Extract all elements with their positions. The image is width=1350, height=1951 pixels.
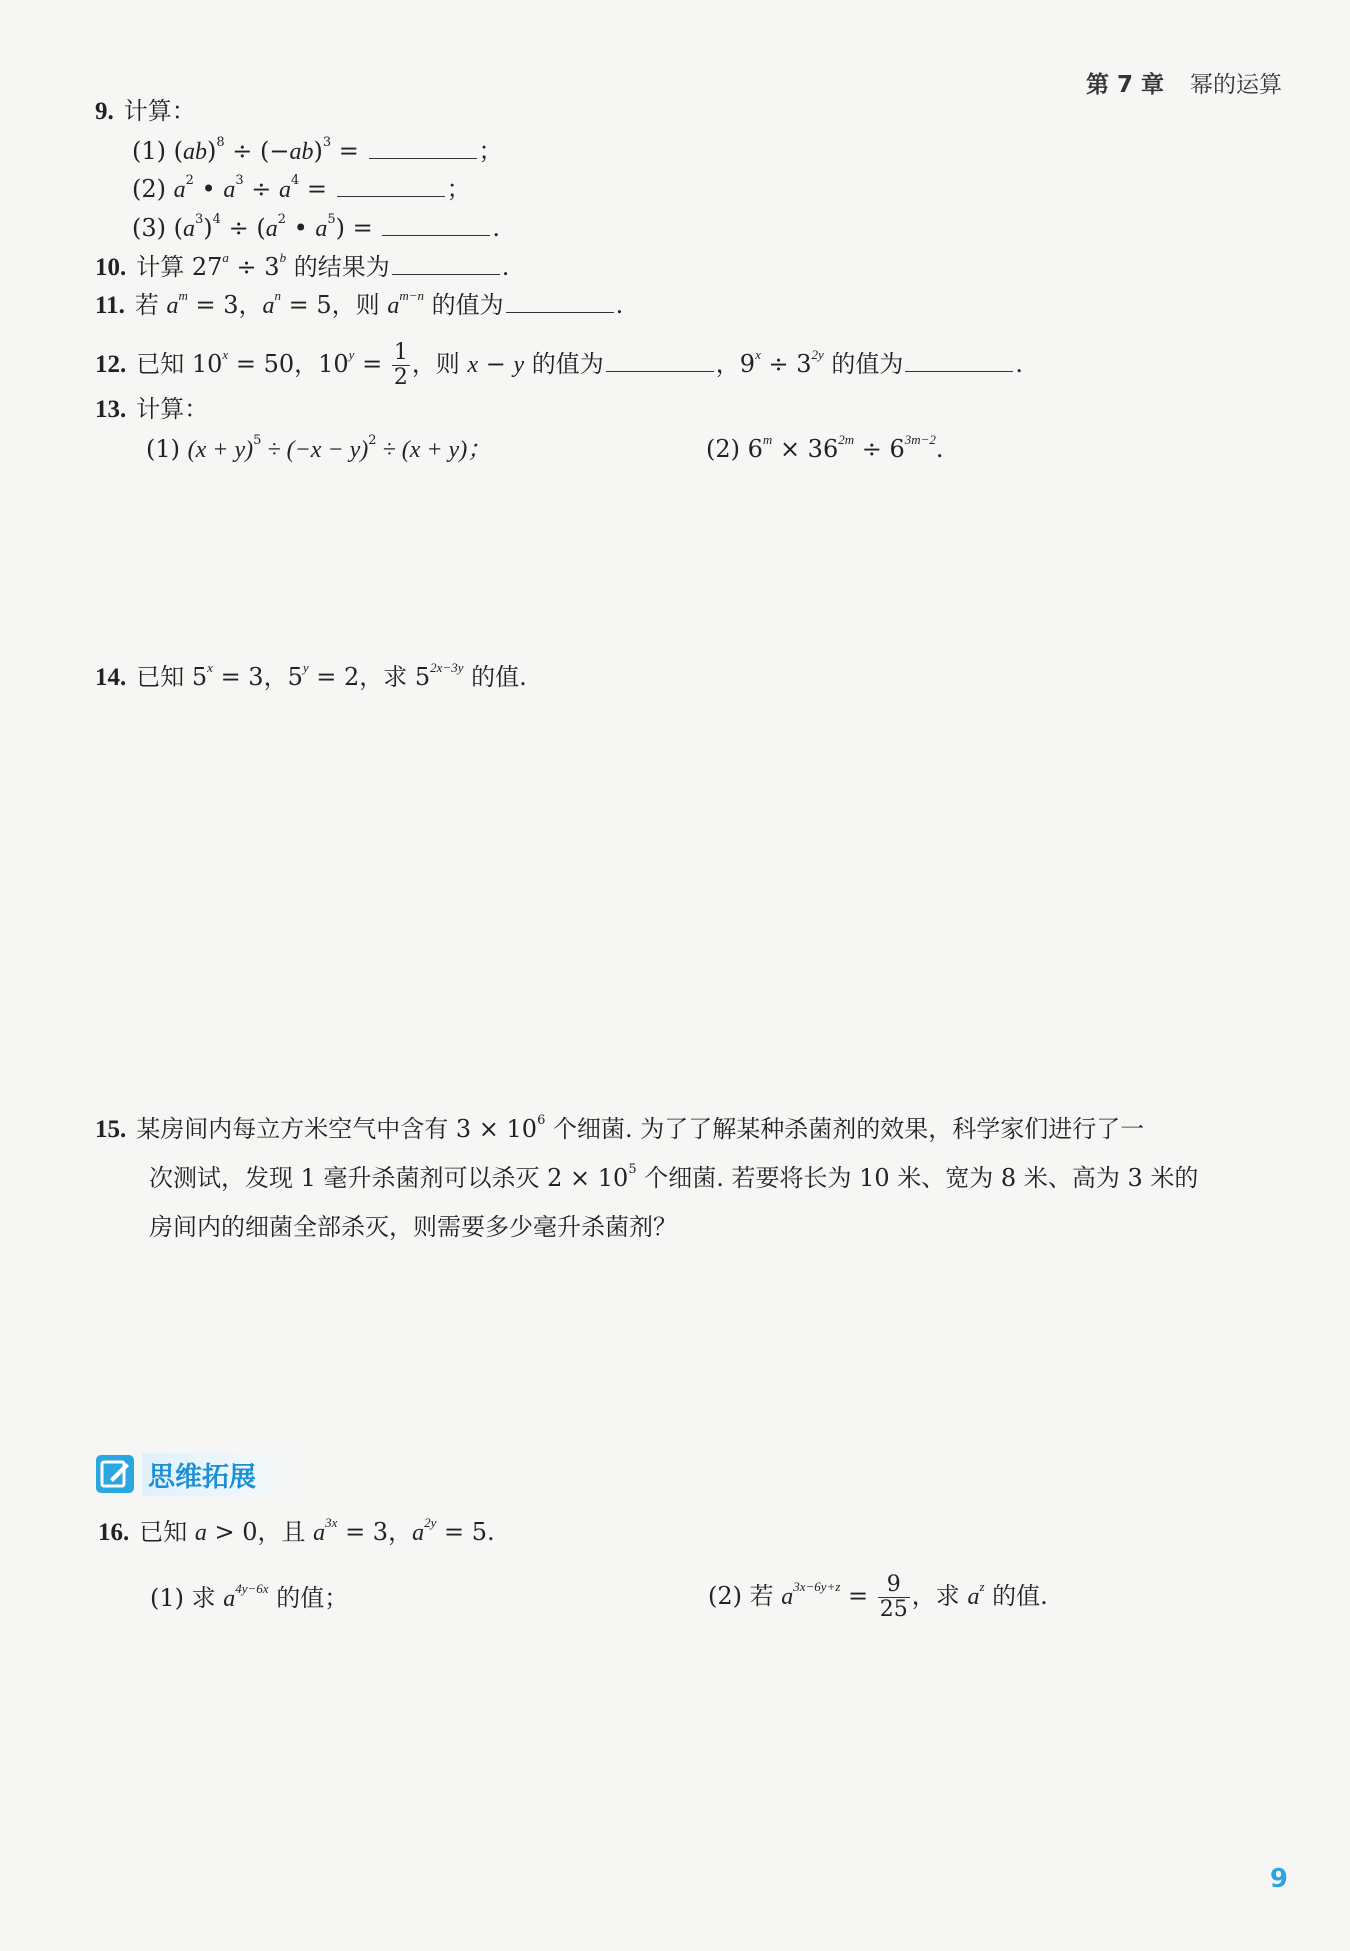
question-13-part-2: (2) $6^m \times 36^{2m} \div 6^{3m-2}$. [706,432,944,463]
section-header [96,1454,296,1494]
question-13-part-1: (1) $(x + y)^5 \div (-x - y)^2 \div (x + y)$； [146,433,492,463]
question-16-part-2: (2) 若 $a^{3x-6y+z}$ = $\frac{9}{25}$ ，求 $a^z$ 的值. [708,1572,1048,1622]
question-16-part-1: (1) 求 $a^{4y-6x}$ 的值； [150,1581,349,1612]
answer-blank[interactable] [392,252,500,275]
question-15-line-2: 次测试，发现 1 毫升杀菌剂可以杀灭 $2 \times 10^5$ 个细菌. 若要将长为 10 米、宽为 8 米、高为 3 米的 [149,1162,1199,1192]
fraction-one-half: $\frac{1}{2}$ [393,340,408,390]
answer-blank[interactable] [337,174,445,197]
answer-blank[interactable] [369,136,477,159]
question-16: 16. 已知 a > 0，且 $a^{3x} = 3$，$a^{2y} = 5$. [98,1515,495,1546]
question-15-line-3: 房间内的细菌全部杀灭，则需要多少毫升杀菌剂？ [149,1213,677,1241]
chapter-title: 幂的运算 [1190,72,1282,98]
question-9-part-2: (2) $a^2$ • $a^3 \div a^4$ = ； [132,173,471,203]
question-15-line-1: 15. 某房间内每立方米空气中含有 $3 \times 10^6$ 个细菌. 为了了解某种杀菌剂的效果，科学家们进行了一 [95,1113,1145,1143]
question-9-title: 9. 计算： [95,97,196,125]
question-9-part-3: (3) $(a^3)^4 \div (a^2$ • $a^5$) = . [132,212,501,242]
chapter-header [1086,66,1282,99]
chapter-number: 第 7 章 [1085,72,1164,98]
question-9-part-1: (1) $(ab)^8 \div (-ab)^3$ = ； [132,135,503,165]
question-11: 11. 若 $a^m = 3$，$a^n = 5$，则 $a^{m-n}$ 的值为 . [95,288,624,319]
question-10: 10. 计算 $27^a \div 3^b$ 的结果为 . [95,250,510,281]
section-title: 思维拓展 [142,1453,296,1496]
fraction-nine-over-twenty-five: $\frac{9}{25}$ [879,1572,908,1622]
answer-blank[interactable] [506,290,614,313]
pencil-note-icon [96,1455,134,1493]
question-14: 14. 已知 $5^x = 3$，$5^y = 2$，求 $5^{2x-3y}$ 的值. [95,660,527,691]
answer-blank[interactable] [606,349,714,372]
page-number: 9 [1269,1864,1288,1894]
answer-blank[interactable] [382,213,490,236]
question-13-title: 13. 计算： [95,395,209,423]
question-12: 12. 已知 $10^x = 50$，$10^y$ = $\frac{1}{2}$ ，则 x − y 的值为 ，$9^x \div 3^{2y}$ 的值为 . [95,340,1024,390]
answer-blank[interactable] [905,349,1013,372]
